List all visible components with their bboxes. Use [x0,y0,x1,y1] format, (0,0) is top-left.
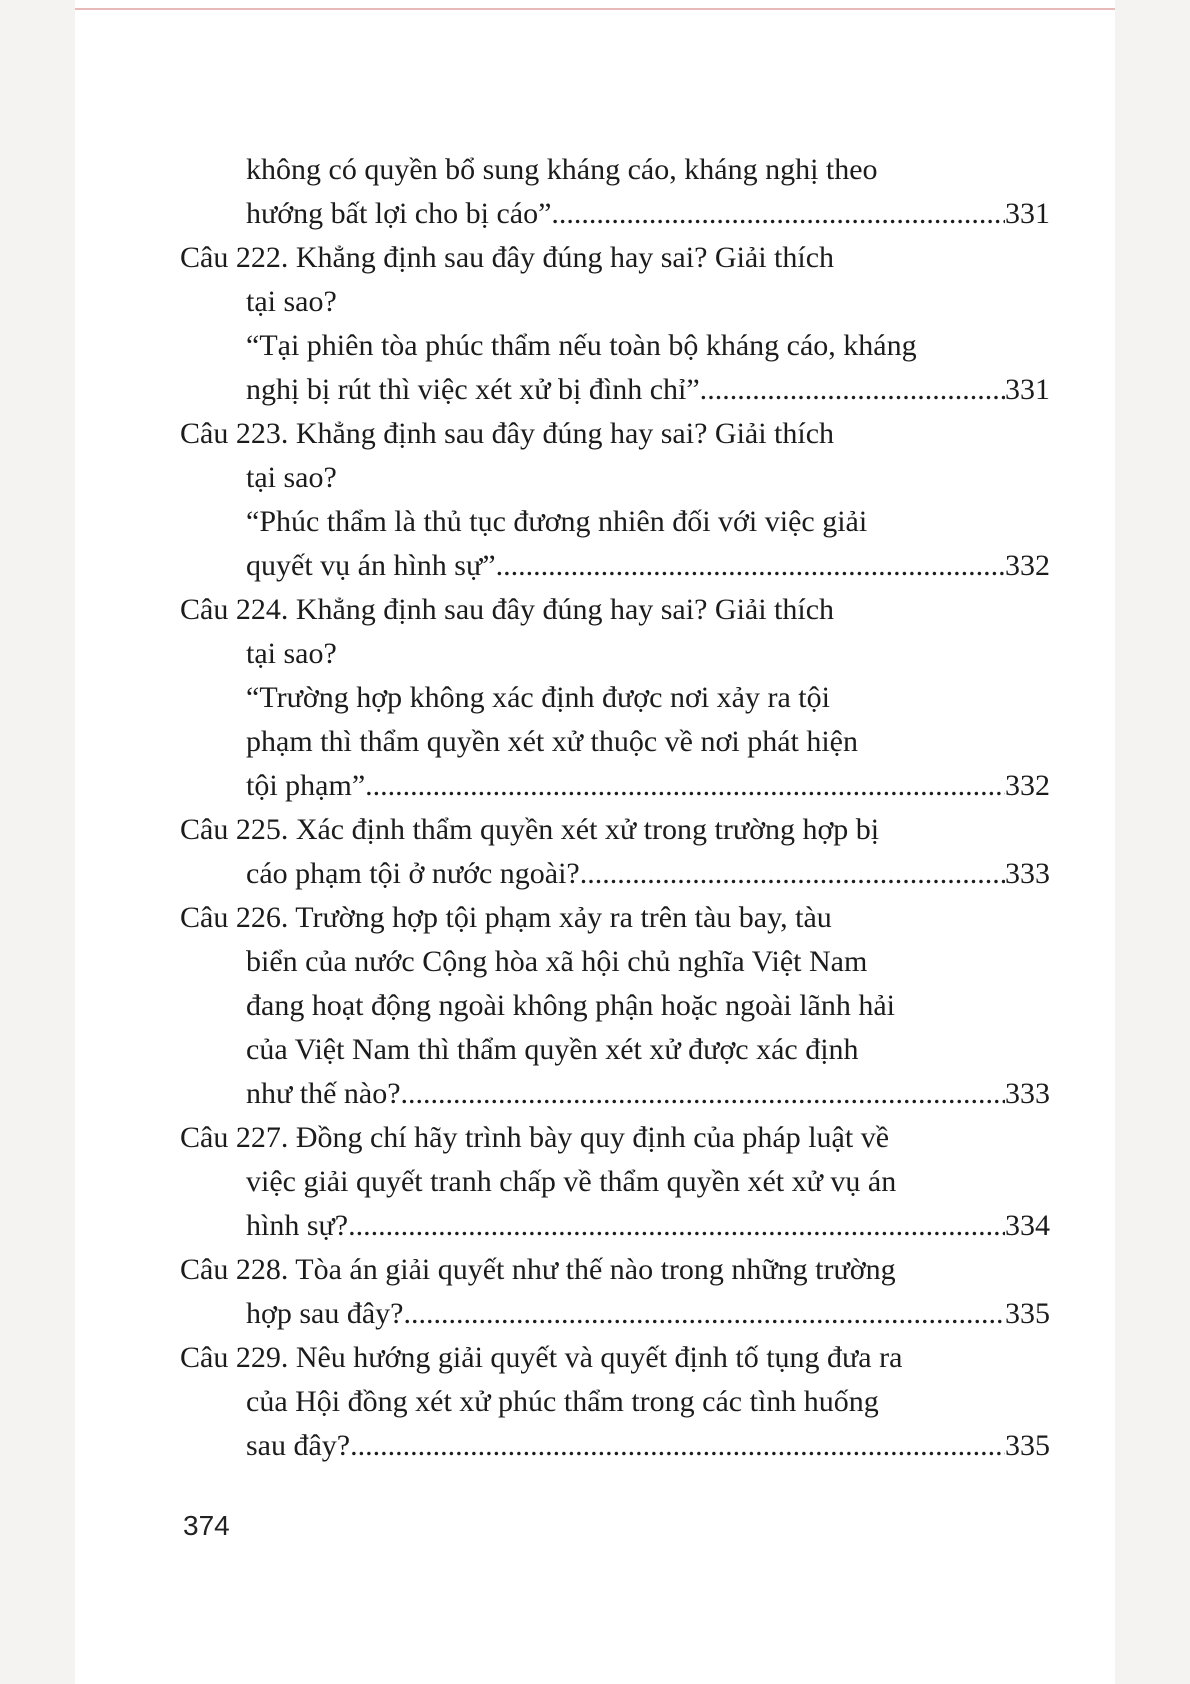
toc-entry-text: sau đây? [246,1429,351,1462]
toc-entry-text: quyết vụ án hình sự” [246,549,496,582]
toc-entry-text: hợp sau đây? [246,1297,404,1330]
dot-leader [496,544,1005,588]
toc-entry-line: Câu 227. Đồng chí hãy trình bày quy định của pháp luật về [180,1121,890,1154]
toc-entry[interactable] [180,808,1050,896]
page-number: 374 [183,1510,230,1541]
toc-entry-line: phạm thì thẩm quyền xét xử thuộc về nơi phát hiện [246,725,858,758]
toc-entry[interactable] [180,236,1050,412]
toc-entry-line: “Trường hợp không xác định được nơi xảy ra tội [246,681,830,714]
toc-entry-line: “Tại phiên tòa phúc thẩm nếu toàn bộ kháng cáo, kháng [246,329,917,362]
dot-leader [373,764,1005,808]
toc-entry[interactable] [180,412,1050,588]
dot-leader [580,852,1005,896]
toc-page-ref: 333 [1005,1077,1050,1110]
toc-entry-last-line [180,1072,1050,1116]
toc-entry-text: cáo phạm tội ở nước ngoài? [246,857,580,890]
toc-entry-text: tội phạm”. [246,769,373,802]
toc-page-ref: 332 [1005,769,1050,802]
toc-entry[interactable] [180,148,1050,236]
toc-entry-last-line [180,368,1050,412]
toc-entry-line: Câu 224. Khẳng định sau đây đúng hay sai? Giải thích [180,593,835,626]
toc-entry-last-line [180,544,1050,588]
toc-entry-last-line [180,192,1050,236]
toc-entry-last-line [180,1424,1050,1468]
toc-page-ref: 335 [1005,1429,1050,1462]
table-of-contents [180,148,1050,1468]
toc-entry-line: tại sao? [246,285,337,318]
toc-entry[interactable] [180,588,1050,808]
toc-entry-text: như thế nào? [246,1077,401,1110]
dot-leader [404,1292,1006,1336]
toc-entry-line: không có quyền bổ sung kháng cáo, kháng nghị theo [246,153,878,186]
toc-entry-line: của Hội đồng xét xử phúc thẩm trong các tình huống [246,1385,879,1418]
toc-entry-last-line [180,852,1050,896]
toc-page-ref: 334 [1005,1209,1050,1242]
toc-entry-line: đang hoạt động ngoài không phận hoặc ngoài lãnh hải [246,989,896,1022]
toc-entry[interactable] [180,896,1050,1116]
toc-entry-line: Câu 225. Xác định thẩm quyền xét xử trong trường hợp bị [180,813,880,846]
toc-entry-line: Câu 229. Nêu hướng giải quyết và quyết định tố tụng đưa ra [180,1341,903,1374]
toc-page-ref: 331 [1005,197,1050,230]
toc-entry[interactable] [180,1336,1050,1468]
toc-entry[interactable] [180,1248,1050,1336]
toc-entry-line: của Việt Nam thì thẩm quyền xét xử được xác định [246,1033,859,1066]
toc-entry-last-line [180,1204,1050,1248]
toc-entry-line: tại sao? [246,637,337,670]
toc-entry-text: hướng bất lợi cho bị cáo”. [246,197,559,230]
dot-leader [401,1072,1005,1116]
top-rule [75,8,1115,10]
toc-page-ref: 331 [1005,373,1050,406]
toc-entry-text: nghị bị rút thì việc xét xử bị đình chỉ”. [246,373,708,406]
toc-entry-line: Câu 228. Tòa án giải quyết như thế nào trong những trường [180,1253,896,1286]
toc-entry[interactable] [180,1116,1050,1248]
dot-leader [350,1424,1005,1468]
toc-entry-line: Câu 226. Trường hợp tội phạm xảy ra trên tàu bay, tàu [180,901,832,934]
toc-entry-line: biển của nước Cộng hòa xã hội chủ nghĩa Việt Nam [246,945,868,978]
toc-entry-last-line [180,1292,1050,1336]
toc-page-ref: 335 [1005,1297,1050,1330]
toc-entry-line: Câu 223. Khẳng định sau đây đúng hay sai? Giải thích [180,417,835,450]
toc-entry-line: việc giải quyết tranh chấp về thẩm quyền xét xử vụ án [246,1165,897,1198]
dot-leader [348,1204,1005,1248]
toc-entry-line: Câu 222. Khẳng định sau đây đúng hay sai? Giải thích [180,241,835,274]
toc-entry-line: “Phúc thẩm là thủ tục đương nhiên đối với việc giải [246,505,868,538]
toc-page-ref: 333 [1005,857,1050,890]
dot-leader [559,192,1005,236]
dot-leader [707,368,1005,412]
toc-entry-last-line [180,764,1050,808]
toc-entry-text: hình sự? [246,1209,349,1242]
toc-page-ref: 332 [1005,549,1050,582]
toc-entry-line: tại sao? [246,461,337,494]
